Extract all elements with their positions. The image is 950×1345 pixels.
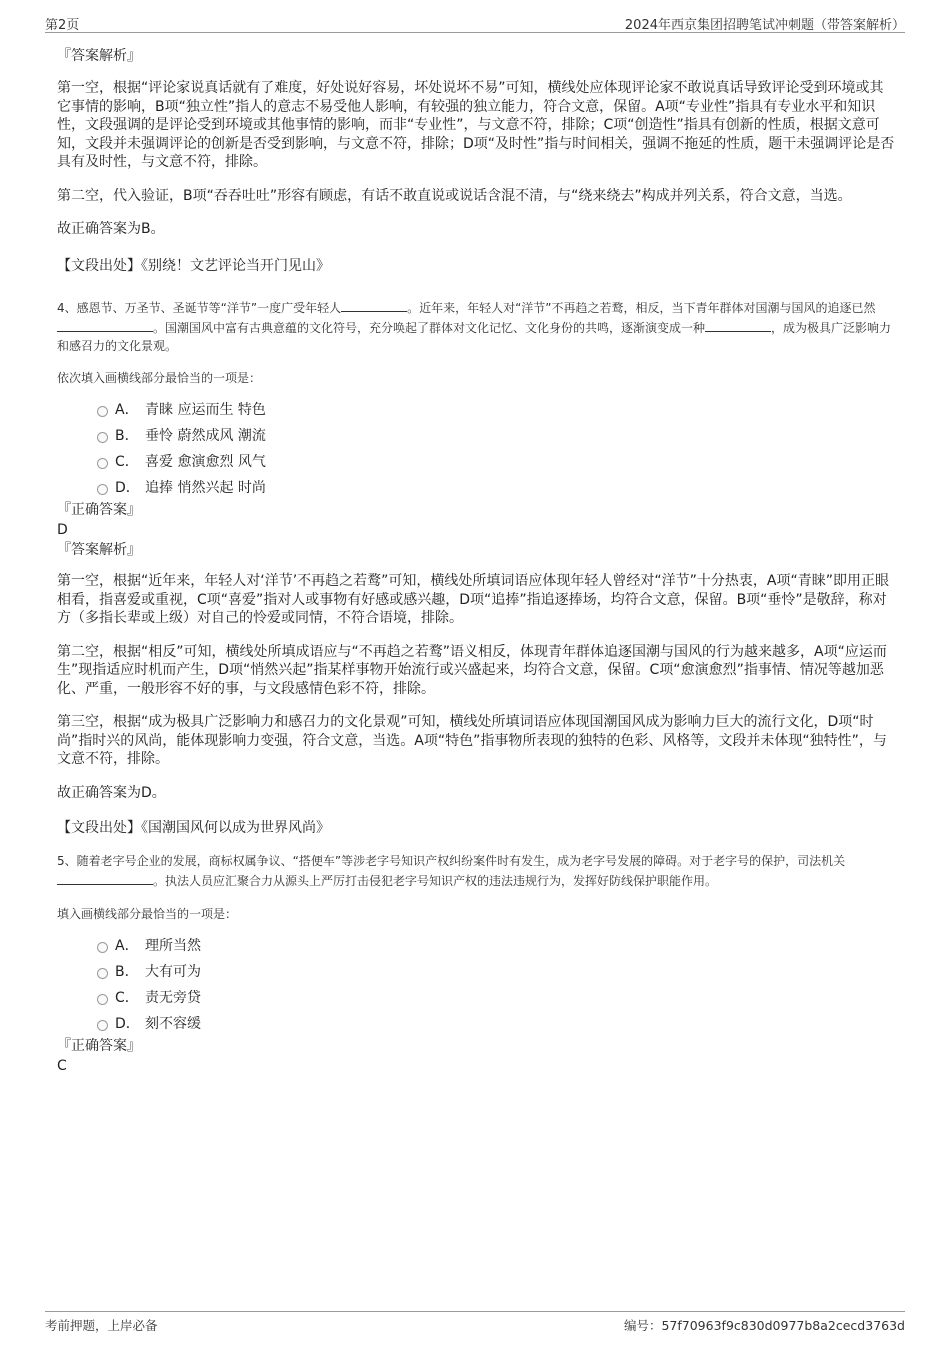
document-title: 2024年西京集团招聘笔试冲刺题（带答案解析） bbox=[624, 18, 905, 33]
q5-stem-part-1: 5、随着老字号企业的发展，商标权属争议、“搭便车”等涉老字号知识产权纠纷案件时有发生，成为老字号发展的障碍。对于老字号的保护，司法机关 bbox=[57, 853, 846, 868]
q5-option-a[interactable] bbox=[57, 936, 895, 962]
option-text: 垂怜 蔚然成风 潮流 bbox=[145, 428, 266, 444]
q4-stem-part-3: 。国潮国风中富有古典意蕴的文化符号，充分唤起了群体对文化记忆、文化身份的共鸣，逐渐演变成一种 bbox=[153, 321, 706, 335]
page-header bbox=[45, 12, 905, 33]
option-text: 青睐 应运而生 特色 bbox=[145, 402, 266, 418]
q5-stem-part-2: 。执法人员应汇聚合力从源头上严厉打击侵犯老字号知识产权的违法违规行为，发挥好防线保护职能作用。 bbox=[153, 873, 718, 888]
q5-options bbox=[57, 936, 895, 1040]
option-letter: A． bbox=[115, 937, 139, 954]
q4-instruction: 依次填入画横线部分最恰当的一项是： bbox=[57, 371, 262, 385]
q5-option-b[interactable] bbox=[57, 962, 895, 988]
q5-correct-answer-label: 『正确答案』 bbox=[57, 1037, 141, 1054]
footer-slogan: 考前押题，上岸必备 bbox=[45, 1318, 158, 1333]
option-letter: D． bbox=[115, 480, 140, 496]
document-code bbox=[624, 1316, 905, 1334]
q5-blank-1 bbox=[57, 870, 153, 885]
q4-option-d[interactable] bbox=[57, 478, 895, 504]
q4-option-b[interactable] bbox=[57, 426, 895, 452]
page-number: 第2页 bbox=[45, 18, 80, 33]
option-letter: A． bbox=[115, 402, 139, 418]
page-footer bbox=[45, 1311, 905, 1334]
q4-blank-2 bbox=[57, 317, 153, 332]
q3-analysis-label: 『答案解析』 bbox=[57, 48, 141, 64]
page-content bbox=[57, 46, 895, 1076]
option-letter: C． bbox=[115, 989, 139, 1006]
option-text: 刻不容缓 bbox=[145, 1015, 201, 1032]
q4-source: 【文段出处】《国潮国风何以成为世界风尚》 bbox=[57, 820, 330, 836]
q4-blank-1 bbox=[341, 297, 407, 312]
q4-option-a[interactable] bbox=[57, 400, 895, 426]
q4-stem-part-1: 4、感恩节、万圣节、圣诞节等“洋节”一度广受年轻人 bbox=[57, 301, 342, 315]
q4-stem-part-4: ，成为极具广泛影响力和感召力的文化景观。 bbox=[57, 321, 892, 353]
q4-analysis-label: 『答案解析』 bbox=[57, 542, 141, 558]
q5-option-d[interactable] bbox=[57, 1014, 895, 1040]
q5-option-c[interactable] bbox=[57, 988, 895, 1014]
option-text: 大有可为 bbox=[145, 963, 201, 980]
radio-icon[interactable] bbox=[97, 968, 108, 979]
q4-stem bbox=[57, 297, 895, 355]
q3-analysis-conclusion: 故正确答案为B。 bbox=[57, 221, 165, 237]
q5-stem bbox=[57, 852, 895, 890]
radio-icon[interactable] bbox=[97, 458, 108, 469]
option-text: 理所当然 bbox=[145, 937, 201, 954]
option-text: 喜爱 愈演愈烈 风气 bbox=[145, 454, 266, 470]
option-text: 责无旁贷 bbox=[145, 989, 201, 1006]
q4-stem-part-2: 。近年来，年轻人对“洋节”不再趋之若鹜，相反，当下青年群体对国潮与国风的追逐已然 bbox=[407, 301, 876, 315]
document-code-value: 57f70963f9c830d0977b8a2cecd3763d bbox=[661, 1318, 905, 1333]
q3-analysis-paragraph-1: 第一空，根据“评论家说真话就有了难度，好处说好容易，坏处说坏不易”可知，横线处应体现评论家不敢说真话导致评论受到环境或其它事情的影响，B项“独立性”指人的意志不易受他人影响，有较强的独立能力，符合文意，保留。A项“专业性”指具有专业水平和知识性，文段强调的是评论受到环境或其他事情的影响，而非“专业性”，与文意不符，排除；C项“创造性”指具有创新的性质，根据文意可知，文段并未强调评论的创新是否受到影响，与文意不符，排除；D项“及时性”指与时间相关，强调不拖延的性质，题干未强调评论是否具有及时性，与文意不符，排除。 bbox=[57, 80, 895, 170]
q4-analysis-paragraph-1: 第一空，根据“近年来，年轻人对‘洋节’不再趋之若鹜”可知，横线处所填词语应体现年轻人曾经对“洋节”十分热衷，A项“青睐”即用正眼相看，指喜爱或重视，C项“喜爱”指对人或事物有好感或感兴趣，D项“追捧”指追逐捧场，均符合文意，保留。B项“垂怜”是敬辞，称对方（多指长辈或上级）对自己的怜爱或同情，不符合语境，排除。 bbox=[57, 573, 889, 626]
radio-icon[interactable] bbox=[97, 1020, 108, 1031]
q3-analysis-paragraph-2: 第二空，代入验证，B项“吞吞吐吐”形容有顾虑，有话不敢直说或说话含混不清，与“绕来绕去”构成并列关系，符合文意，当选。 bbox=[57, 187, 852, 204]
q4-analysis-conclusion: 故正确答案为D。 bbox=[57, 784, 166, 801]
q4-analysis-paragraph-2: 第二空，根据“相反”可知，横线处所填成语应与“不再趋之若鹜”语义相反，体现青年群体追逐国潮与国风的行为越来越多，A项“应运而生”现指适应时机而产生，D项“悄然兴起”指某样事物开始流行或兴盛起来，均符合文意，保留。C项“愈演愈烈”指事情、情况等越加恶化、严重，一般形容不好的事，与文段感情色彩不符，排除。 bbox=[57, 643, 887, 697]
radio-icon[interactable] bbox=[97, 484, 108, 495]
q4-correct-answer-label: 『正确答案』 bbox=[57, 502, 141, 518]
option-letter: B． bbox=[115, 428, 139, 444]
document-code-label: 编号： bbox=[623, 1318, 662, 1333]
option-letter: B． bbox=[115, 963, 139, 980]
q4-blank-3 bbox=[705, 317, 771, 332]
radio-icon[interactable] bbox=[97, 406, 108, 417]
radio-icon[interactable] bbox=[97, 994, 108, 1005]
q4-analysis-paragraph-3: 第三空，根据“成为极具广泛影响力和感召力的文化景观”可知，横线处所填词语应体现国潮国风成为影响力巨大的流行文化，D项“时尚”指时兴的风尚，能体现影响力变强，符合文意，当选。A项“特色”指事物所表现的独特的色彩、风格等，文段并未体现“独特性”，与文意不符，排除。 bbox=[57, 714, 887, 767]
q4-option-c[interactable] bbox=[57, 452, 895, 478]
q5-instruction: 填入画横线部分最恰当的一项是： bbox=[57, 906, 238, 921]
radio-icon[interactable] bbox=[97, 432, 108, 443]
q4-correct-answer-value: D bbox=[57, 522, 68, 538]
radio-icon[interactable] bbox=[97, 942, 108, 953]
option-letter: C． bbox=[115, 454, 139, 470]
option-letter: D． bbox=[115, 1015, 140, 1032]
option-text: 追捧 悄然兴起 时尚 bbox=[145, 480, 266, 496]
q4-options bbox=[57, 400, 895, 504]
q3-source: 【文段出处】《别绕！文艺评论当开门见山》 bbox=[57, 257, 330, 274]
q5-correct-answer-value: C bbox=[57, 1057, 67, 1074]
